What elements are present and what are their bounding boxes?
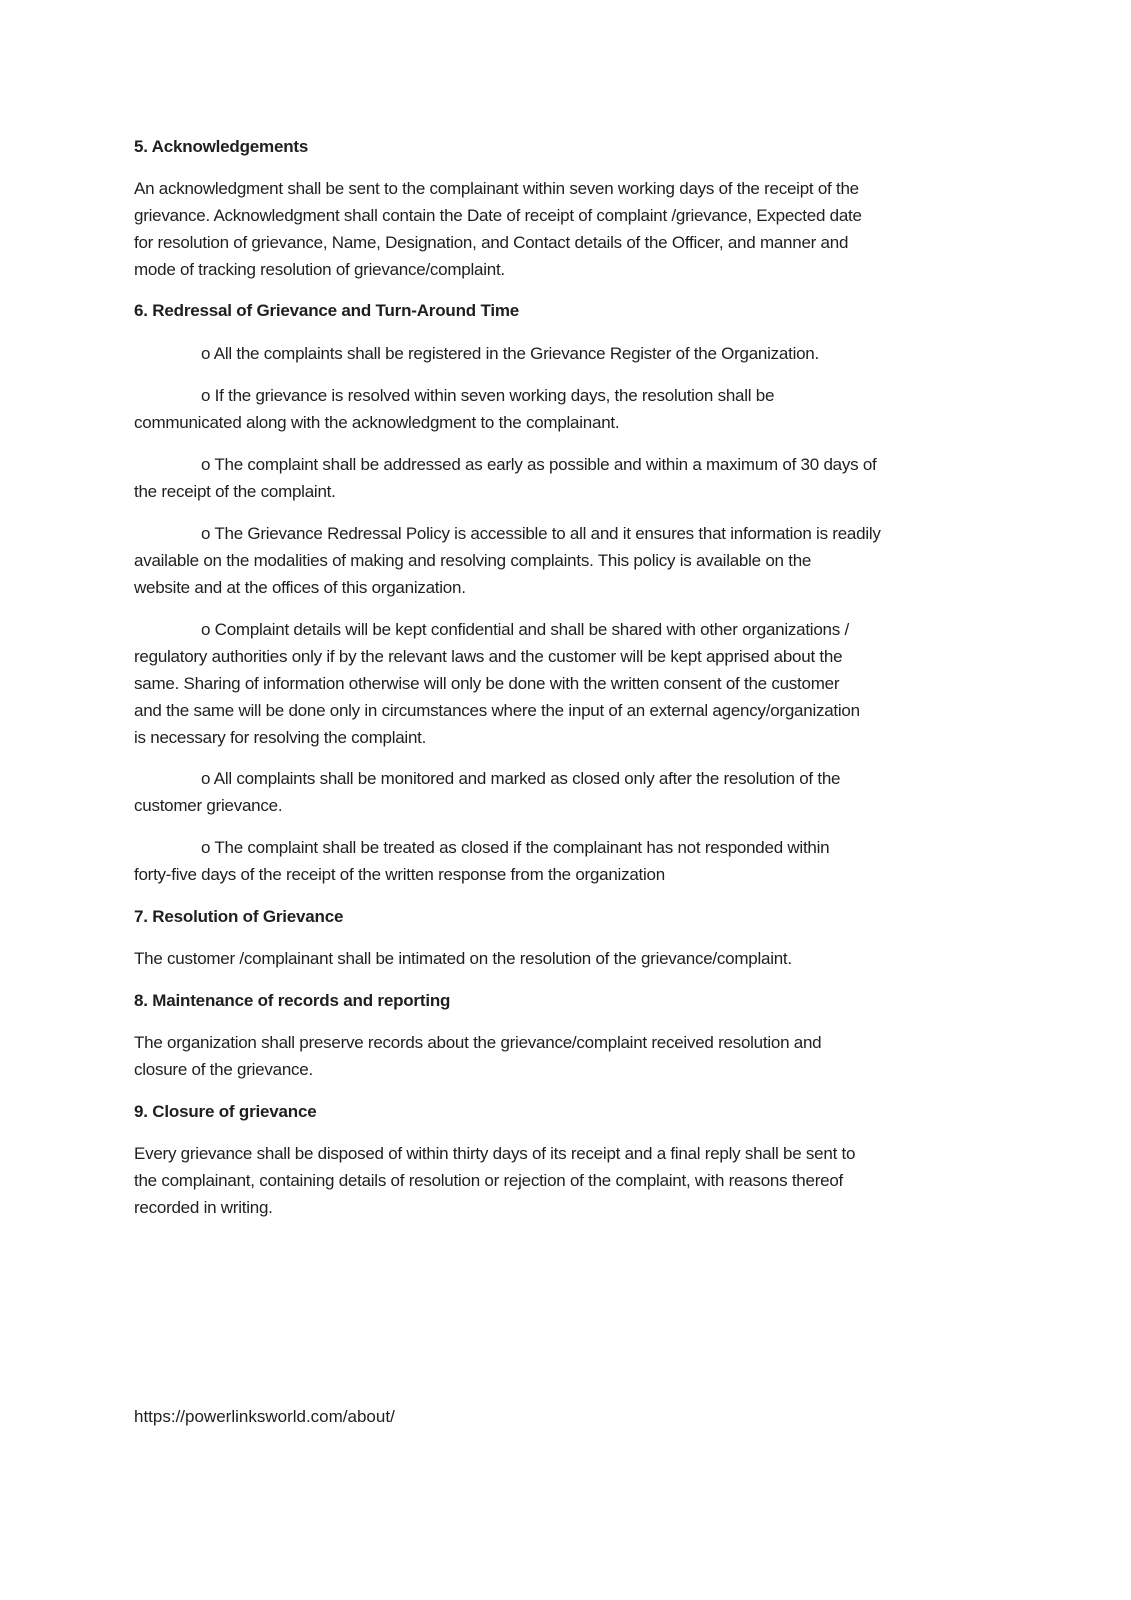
bullet-item (134, 765, 840, 819)
text-line: website and at the offices of this organization. (134, 578, 466, 597)
text-line: The customer /complainant shall be intimated on the resolution of the grievance/complaint. (134, 949, 792, 968)
text-line: closure of the grievance. (134, 1060, 313, 1079)
text-line: o All complaints shall be monitored and marked as closed only after the resolution of the (201, 769, 841, 788)
bullet-item (134, 834, 829, 888)
text-line: the receipt of the complaint. (134, 482, 336, 501)
text-line: communicated along with the acknowledgment to the complainant. (134, 413, 620, 432)
section-7-heading: 7. Resolution of Grievance (134, 907, 344, 926)
text-line: An acknowledgment shall be sent to the complainant within seven working days of the receipt of the (134, 179, 859, 198)
text-line: o If the grievance is resolved within seven working days, the resolution shall be (201, 386, 775, 405)
text-line: mode of tracking resolution of grievance/complaint. (134, 260, 505, 279)
text-line: o The complaint shall be addressed as early as possible and within a maximum of 30 days of (201, 455, 877, 474)
text-line: same. Sharing of information otherwise will only be done with the written consent of the customer (134, 674, 840, 693)
section-7-paragraph (134, 945, 792, 972)
bullet-item (134, 382, 774, 436)
footer-url-link[interactable]: https://powerlinksworld.com/about/ (134, 1407, 395, 1426)
section-6-heading: 6. Redressal of Grievance and Turn-Around Time (134, 301, 520, 320)
bullet-item (134, 616, 860, 751)
text-line: the complainant, containing details of resolution or rejection of the complaint, with reasons thereof (134, 1171, 844, 1190)
text-line: o Complaint details will be kept confidential and shall be shared with other organizations / (201, 620, 849, 639)
text-line: o The Grievance Redressal Policy is accessible to all and it ensures that information is readily (201, 524, 881, 543)
bullet-item (134, 451, 877, 505)
section-8-paragraph (134, 1029, 821, 1083)
text-line: The organization shall preserve records about the grievance/complaint received resolution and (134, 1033, 822, 1052)
section-8-heading: 8. Maintenance of records and reporting (134, 991, 451, 1010)
bullet-item (134, 520, 881, 601)
text-line: forty-five days of the receipt of the written response from the organization (134, 865, 665, 884)
text-line: o All the complaints shall be registered in the Grievance Register of the Organization. (201, 344, 819, 363)
section-9-heading: 9. Closure of grievance (134, 1102, 317, 1121)
text-line: o The complaint shall be treated as closed if the complainant has not responded within (201, 838, 830, 857)
text-line: is necessary for resolving the complaint. (134, 728, 427, 747)
section-5-heading: 5. Acknowledgements (134, 137, 309, 156)
section-5-paragraph (134, 175, 862, 283)
text-line: for resolution of grievance, Name, Designation, and Contact details of the Officer, and manner and (134, 233, 849, 252)
text-line: Every grievance shall be disposed of within thirty days of its receipt and a final reply shall be sent to (134, 1144, 856, 1163)
text-line: and the same will be done only in circumstances where the input of an external agency/organization (134, 701, 860, 720)
bullet-item (134, 340, 819, 367)
section-9-paragraph (134, 1140, 855, 1221)
text-line: grievance. Acknowledgment shall contain the Date of receipt of complaint /grievance, Expected date (134, 206, 862, 225)
text-line: regulatory authorities only if by the relevant laws and the customer will be kept apprised about the (134, 647, 843, 666)
text-line: customer grievance. (134, 796, 283, 815)
text-line: available on the modalities of making and resolving complaints. This policy is available on the (134, 551, 812, 570)
text-line: recorded in writing. (134, 1198, 273, 1217)
